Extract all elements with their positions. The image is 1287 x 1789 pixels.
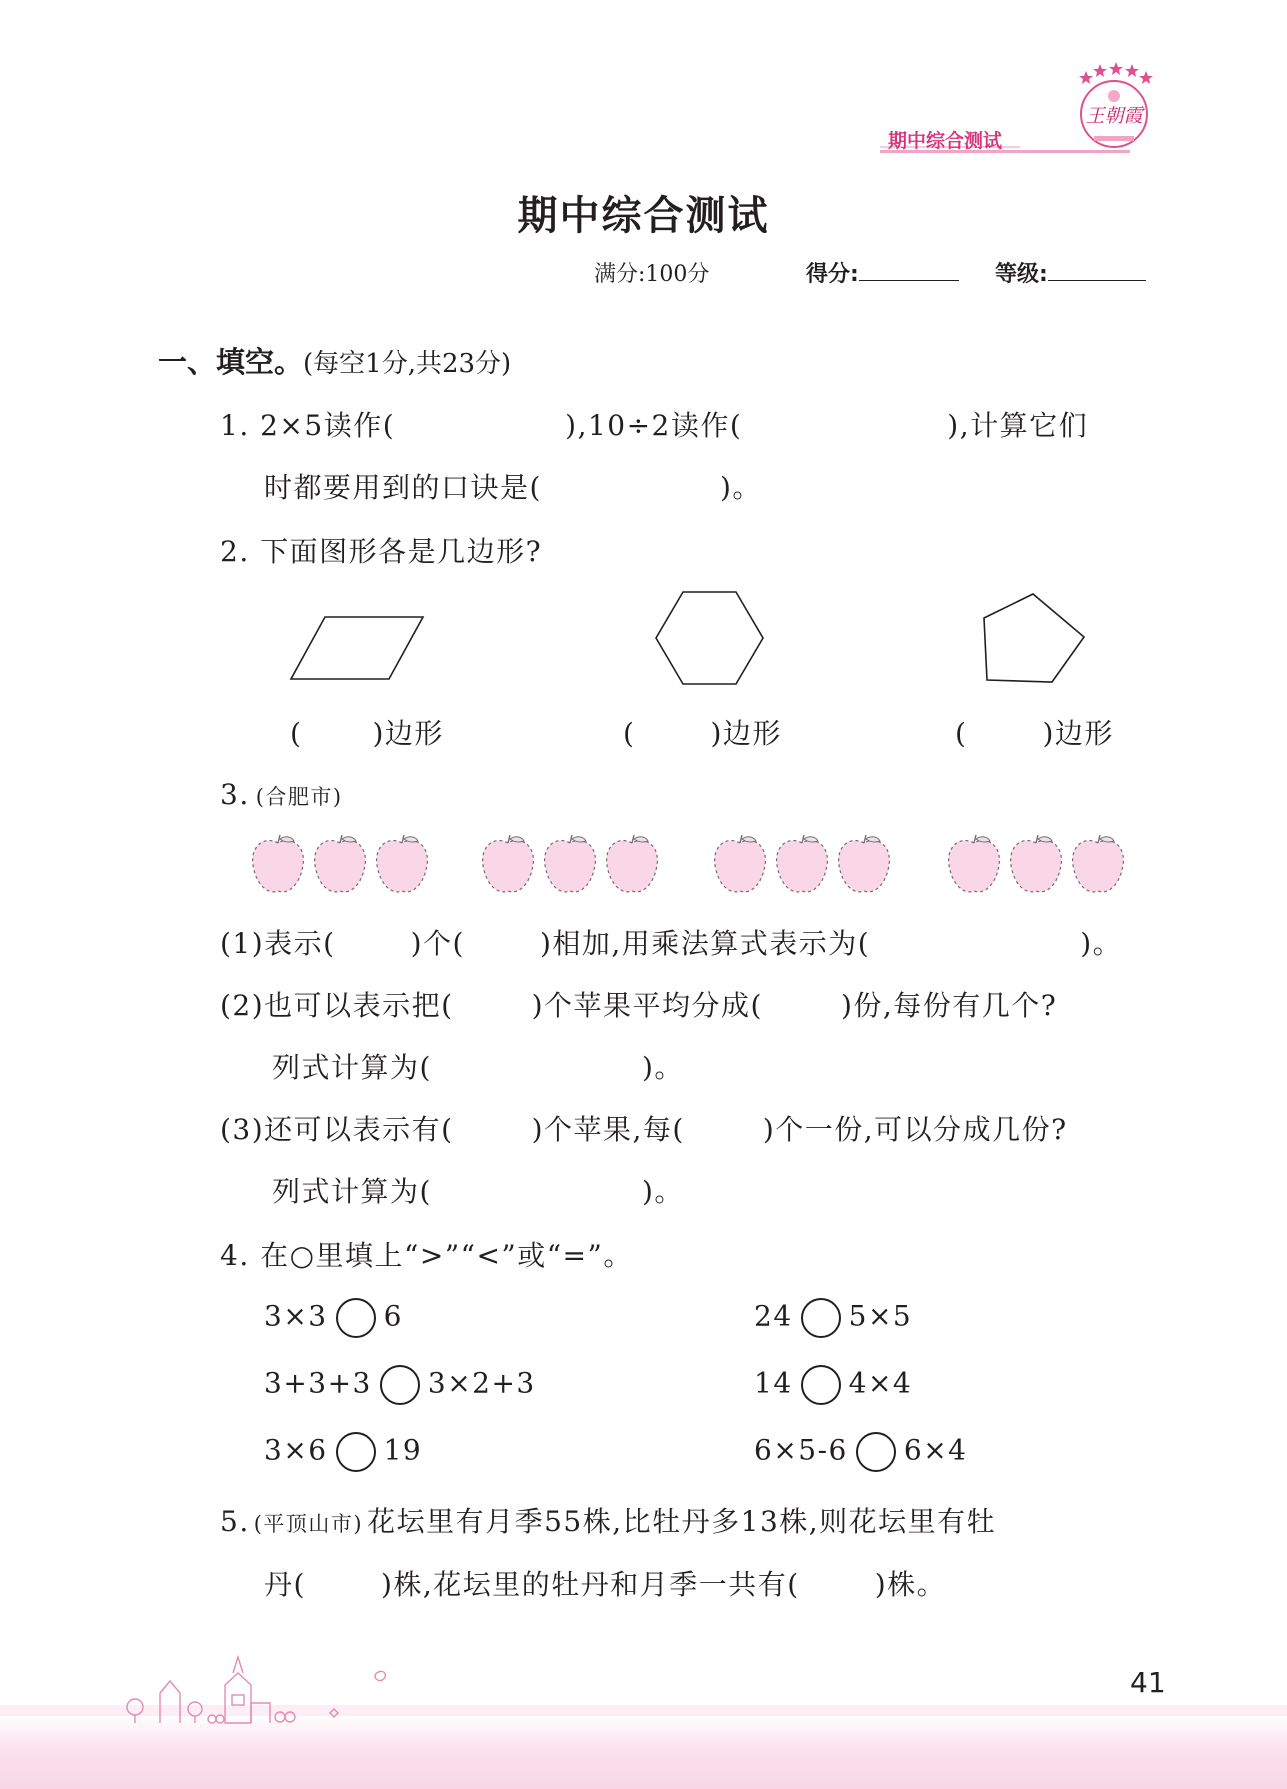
q1-line1: 1. 2×5读作( ),10÷2读作( ),计算它们 — [220, 409, 1089, 442]
q3-part2: (2)也可以表示把( )个苹果平均分成( )份,每份有几个? — [220, 989, 1058, 1022]
q2-answer-1: ( )边形 — [290, 717, 444, 750]
score-blank[interactable] — [859, 262, 959, 281]
q3-part2-calc: 列式计算为( )。 — [272, 1051, 684, 1084]
compare-circle[interactable] — [801, 1298, 841, 1338]
q5-line1: 5. (平顶山市) 花坛里有月季55株,比牡丹多13株,则花坛里有牡 — [220, 1505, 997, 1538]
hexagon-shape — [650, 583, 770, 693]
apple-icon — [545, 835, 596, 892]
compare-circle[interactable] — [801, 1365, 841, 1405]
q3-heading: 3. (合肥市) — [220, 778, 343, 811]
parallelogram-shape — [280, 600, 430, 685]
brand-logo — [1072, 62, 1156, 152]
compare-circle[interactable] — [336, 1298, 376, 1338]
apple-icon — [1011, 835, 1062, 892]
apple-icon — [607, 835, 658, 892]
apple-icon — [839, 835, 890, 892]
q1-line2: 时都要用到的口诀是( )。 — [264, 471, 762, 504]
q4-item: 3+3+3 3×2+3 — [264, 1365, 536, 1405]
q2-answer-2: ( )边形 — [623, 717, 782, 750]
grade-blank[interactable] — [1048, 262, 1146, 281]
apple-icon — [1073, 835, 1124, 892]
pentagon-shape — [975, 585, 1090, 690]
q4-item: 14 4×4 — [754, 1365, 912, 1405]
compare-circle[interactable] — [380, 1365, 420, 1405]
q3-part3: (3)还可以表示有( )个苹果,每( )个一份,可以分成几份? — [220, 1113, 1068, 1146]
apple-icon — [253, 835, 304, 892]
apple-icon — [315, 835, 366, 892]
q4-item: 3×3 6 — [264, 1298, 403, 1338]
grade-label: 等级: — [995, 262, 1048, 287]
score-label: 得分: — [806, 262, 859, 287]
page-number: 41 — [1130, 1666, 1166, 1699]
apple-icon — [777, 835, 828, 892]
apple-icon — [949, 835, 1000, 892]
footer-band — [0, 1716, 1287, 1789]
q5-line2: 丹( )株,花坛里的牡丹和月季一共有( )株。 — [264, 1568, 947, 1601]
q4-text: 4. 在○里填上“>”“<”或“=”。 — [220, 1239, 633, 1272]
q4-item: 6×5-6 6×4 — [754, 1432, 967, 1472]
page-title: 期中综合测试 — [517, 193, 770, 239]
section-heading: 一、填空。(每空1分,共23分) — [158, 345, 512, 379]
compare-circle[interactable] — [856, 1432, 896, 1472]
q3-part1: (1)表示( )个( )相加,用乘法算式表示为( )。 — [220, 927, 1123, 960]
q2-answer-3: ( )边形 — [955, 717, 1114, 750]
q2-text: 2. 下面图形各是几边形? — [220, 535, 543, 568]
header-section-tag: 期中综合测试 — [888, 130, 1003, 152]
apple-groups — [240, 828, 1140, 898]
q3-part3-calc: 列式计算为( )。 — [272, 1175, 684, 1208]
castle-decoration-icon — [120, 1645, 400, 1725]
apple-icon — [715, 835, 766, 892]
apple-icon — [377, 835, 428, 892]
q4-item: 24 5×5 — [754, 1298, 912, 1338]
q4-item: 3×6 19 — [264, 1432, 422, 1472]
apple-icon — [483, 835, 534, 892]
full-score-label: 满分:100分 — [594, 262, 710, 287]
compare-circle[interactable] — [336, 1432, 376, 1472]
logo-text: 王朝霞 — [1085, 105, 1143, 127]
